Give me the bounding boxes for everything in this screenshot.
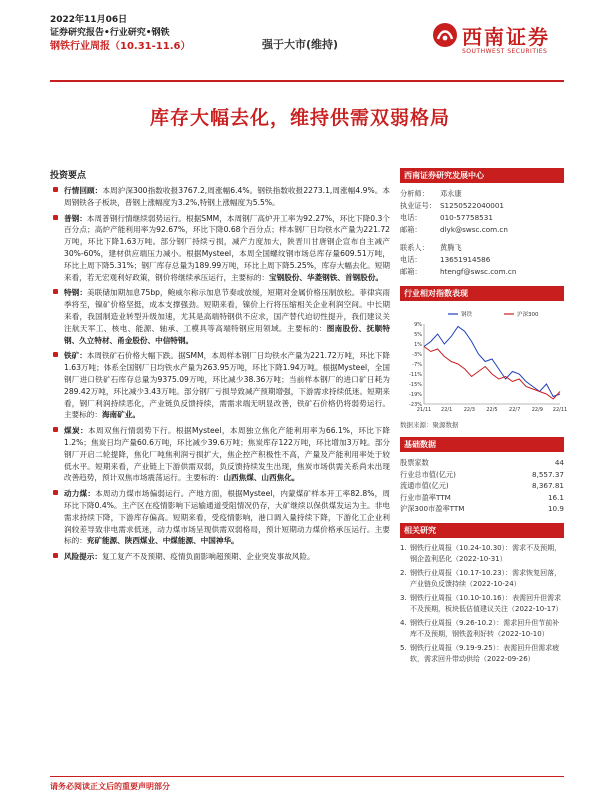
bullet-text: 本周普钢行情继续弱势运行。根据SMM，本周钢厂高炉开工率为92.27%，环比下降0.3个百分点；高炉产能利用率为92.67%，环比下降0.68个百分点；样本钢厂日均铁水产量为221.72万吨，环比下降1.63万吨。部分钢厂持续亏损，减产力度加大，陕晋川甘唐钢企宣布自主减产30%-60%，建材供应端压力减小。根据Mysteel，本周全国螺纹钢市场总库存量609.51万吨，环比上周下降5.31%；钢厂库存总量为189.99万吨，环比上周下降5.25%，库存大幅去化。短期来看，若无宏观利好政策，钢价将继续承压运行，主要标的：	[64, 213, 391, 282]
bullet-text: 本周铁矿石价格大幅下跌。据SMM，本周样本钢厂日均铁水产量为221.72万吨，环比下降1.63万吨；体系全国钢厂日均铁水产量为263.95万吨，环比下降1.94万吨。根据Mysteel，全国钢厂进口铁矿石库存总量为9375.09万吨，环比减少38.36万吨；当前样本钢厂的进口矿日耗为289.42万吨，环比减少3.43万吨。部分钢厂亏损导致减产预期增强，下游需求持续低迷。短期来看，钢厂利润持续恶化，产业链负反馈持续，需需求端无明显改善，铁矿石价格仍将弱势运行。主要标的：	[64, 351, 390, 420]
bullet-marker	[53, 215, 58, 220]
report-text: 钢铁行业周报（10.24-10.30）：需求不及预期，钢企盈利恶化（2022-10-31）	[410, 543, 562, 563]
team-key: 电话：	[400, 255, 422, 264]
relative-index-chart	[400, 306, 568, 418]
indicator-key: 行业市盈率TTM	[400, 492, 451, 502]
bullet-marker	[53, 187, 58, 192]
x-tick-label: 22/1	[441, 407, 453, 413]
team-value: dlyk@swsc.com.cn	[440, 225, 508, 234]
report-number: 1.	[400, 543, 407, 552]
x-tick-label: 22/3	[463, 407, 475, 413]
team-value: S1250522040001	[440, 201, 505, 210]
related-report-item	[400, 643, 564, 665]
bullet-marker	[53, 352, 58, 357]
bullet-item	[50, 213, 390, 284]
related-report-item	[400, 543, 564, 565]
report-weekly-title: 钢铁行业周报（10.31-11.6）	[50, 41, 191, 52]
y-tick-label: -19%	[409, 392, 422, 398]
bullet-text: 本周动力煤市场偏弱运行。产地方面，根据Mysteel，内蒙煤矿样本开工率82.8%，周环比下降0.4%。主产区在疫情影响下运输通道受阻情况仍存，大矿继续以保供煤发运为主。非电需求持续下降，下游库存偏高。短期来看，受疫情影响，港口调入量持续下降，下游化工企业利润较差导致非电需求低迷，动力煤市场呈现供需双弱格局，预计短期动力煤价格承压运行。主要标的：	[64, 489, 391, 546]
report-meta	[50, 14, 190, 53]
chart-svg	[400, 306, 568, 418]
team-row	[400, 254, 564, 266]
logo-en: SOUTHWEST SECURITIES	[462, 48, 548, 55]
y-tick-label: 1%	[414, 342, 422, 348]
bullet-marker	[53, 289, 58, 294]
indicator-row	[400, 457, 564, 469]
y-tick-label: 9%	[414, 322, 422, 328]
team-key: 邮箱：	[400, 267, 422, 276]
bullet-marker	[53, 427, 58, 432]
main-column	[50, 168, 390, 567]
indicator-row	[400, 503, 564, 515]
legend-label: 钢铁	[461, 312, 473, 318]
bullet-label: 风险提示：	[64, 552, 102, 562]
reports-heading: 相关研究	[400, 523, 564, 538]
team-row	[400, 242, 564, 254]
report-type: 证券研究报告•行业研究•钢铁	[50, 28, 170, 38]
bullet-item	[50, 488, 390, 547]
indicator-row	[400, 480, 564, 492]
x-tick-label: 21/11	[416, 407, 432, 413]
bullet-marker	[53, 553, 58, 558]
bullet-stocks: 图南股份、抚顺特钢、久立特材、甬金股份、中信特钢。	[64, 323, 391, 345]
bullet-label: 动力煤：	[64, 489, 96, 499]
report-date: 2022年11月06日	[50, 15, 128, 25]
x-tick-label: 22/7	[509, 407, 521, 413]
indicator-key: 股票家数	[400, 458, 429, 467]
indicator-table	[400, 457, 564, 515]
bullet-item	[50, 350, 390, 421]
bullet-label: 煤炭：	[64, 426, 89, 436]
series-line-1	[424, 347, 560, 400]
y-tick-label: -23%	[409, 402, 422, 408]
bullet-text: 本周双焦行情弱势下行。根据Mysteel，本周独立焦化产能利用率为66.1%，环比下降1.2%；焦炭日均产量60.6万吨，环比减少39.6万吨；焦炭库存122万吨，环比增加3万吨。部分钢厂开启二轮提降，焦化厂吨焦利润亏损扩大，焦企控产积极性不高，产量及产能利用率处于较低水平。短期来看，产业链上下游供需双弱，负反馈持续发生出现，焦炭市场供需关系尚未出现改善趋势，预计双焦市场震荡运行。主要标的：	[64, 426, 391, 483]
team-row	[400, 188, 564, 200]
bullet-stocks: 兖矿能源、陕西煤业、中煤能源、中国神华。	[86, 536, 239, 546]
bullet-item	[50, 185, 390, 209]
related-reports	[400, 543, 564, 665]
report-title: 库存大幅去化，维持供需双弱格局	[149, 107, 450, 129]
indicator-heading: 基础数据	[400, 437, 564, 452]
y-tick-label: -11%	[409, 372, 422, 378]
indicator-row	[400, 469, 564, 481]
chart-heading: 行业相对指数表现	[400, 286, 564, 301]
team-value: htengf@swsc.com.cn	[440, 267, 517, 276]
y-tick-label: -7%	[412, 362, 422, 368]
chart-source: 数据来源：聚源数据	[400, 421, 459, 429]
indicator-value: 44	[554, 458, 564, 467]
team-key: 电话：	[400, 213, 422, 222]
logo-emblem-icon	[432, 22, 458, 48]
legend-label: 沪深300	[517, 312, 539, 318]
report-text: 钢铁行业周报（10.10-10.16）：表需回升但需求不及预期，板块低估值建议关注（2022-10-17）	[410, 593, 563, 613]
logo-name: 西南证券	[462, 25, 550, 49]
bullet-stocks: 宝钢股份、华菱钢铁、首钢股份。	[269, 272, 383, 282]
team-key: 联系人：	[400, 243, 429, 252]
section-heading: 投资要点	[50, 171, 87, 181]
team-row	[400, 266, 564, 278]
indicator-key: 流通市值(亿元)	[400, 481, 449, 491]
x-tick-label: 22/5	[486, 407, 498, 413]
bullet-label: 特钢：	[64, 288, 88, 298]
indicator-value: 16.1	[547, 492, 564, 502]
bullet-text: 美联储加期加息75bp，鲍威尔称示加息节奏或放缓，短期对金属价格压制放松。菲律宾雨季将至，镍矿价格坚挺，成本支撑强劲。短期来看，镍价上行将压缩相关企业利润空间。中长期来看，我国制造业转型升级加速，尤其是高端特钢供不应求，国产替代迫切性提升，我们建议关注航天军工、核电、能源、轴承、工模具等高端特钢应用领域。主要标的：	[64, 288, 391, 333]
indicator-row	[400, 492, 564, 504]
related-report-item	[400, 568, 564, 590]
report-number: 2.	[400, 568, 407, 577]
team-row	[400, 224, 564, 236]
bullet-item	[50, 551, 390, 563]
report-text: 钢铁行业周报（9.19-9.25）：表需回升但需求疲软，需求回升带动供给（2022-09-26）	[410, 643, 560, 663]
y-tick-label: 5%	[414, 332, 422, 338]
team-value: 邓永康	[440, 189, 462, 198]
related-report-item	[400, 618, 564, 640]
bullet-item	[50, 425, 390, 484]
bullet-item	[50, 287, 390, 346]
indicator-key: 行业总市值(亿元)	[400, 469, 456, 479]
company-logo	[432, 18, 564, 66]
report-number: 4.	[400, 618, 407, 627]
indicator-value: 8,557.37	[531, 469, 564, 479]
report-number: 3.	[400, 593, 407, 602]
y-tick-label: -3%	[412, 352, 422, 358]
team-key: 邮箱：	[400, 225, 422, 234]
team-value: 黄腾飞	[440, 243, 462, 252]
x-tick-label: 22/9	[531, 407, 543, 413]
header-divider	[50, 80, 564, 82]
bullet-label: 普钢：	[64, 213, 87, 223]
report-text: 钢铁行业周报（9.26-10.2）：需求回升但节前补库不及预期，钢铁盈利好转（2022-10-10）	[410, 618, 560, 638]
indicator-value: 10.9	[547, 504, 564, 514]
sidebar	[400, 168, 568, 668]
bullet-stocks: 山西焦煤、山西焦化。	[223, 473, 300, 483]
bullet-text: 本周沪深300指数收报3767.2,周涨幅6.4%。钢铁指数收报2273.1,周涨幅4.9%。本周钢铁各子板块，普钢上涨幅度为3.2%,特钢上涨幅度为5.5%。	[64, 186, 391, 207]
report-text: 钢铁行业周报（10.17-10.23）：需求恢复回落，产业链负反馈持续（2022-10-24）	[410, 568, 562, 588]
footer-disclaimer: 请务必阅读正文后的重要声明部分	[50, 782, 170, 791]
bullet-stocks: 海南矿业。	[101, 410, 140, 420]
team-key: 分析师：	[400, 189, 429, 198]
team-value: 13651914586	[440, 255, 491, 264]
indicator-key: 沪深300市盈率TTM	[400, 504, 465, 514]
team-heading: 西南证券研究发展中心	[400, 168, 564, 183]
team-row	[400, 212, 564, 224]
series-line-0	[424, 327, 560, 397]
team-key: 执业证号：	[400, 201, 436, 210]
team-row	[400, 200, 564, 212]
x-tick-label: 22/11	[552, 407, 568, 413]
footer-divider	[50, 776, 564, 777]
rating: 强于大市(维持)	[262, 38, 339, 51]
team-value: 010-57758531	[440, 213, 493, 222]
bullet-marker	[53, 490, 58, 495]
bullet-label: 行情回顾：	[64, 186, 103, 195]
bullet-label: 铁矿：	[64, 351, 87, 361]
bullet-text: 复工复产不及预期、疫情负面影响超预期、企业突发事故风险。	[101, 552, 315, 562]
indicator-value: 8,367.81	[531, 481, 564, 491]
team-list	[400, 188, 564, 278]
related-report-item	[400, 593, 564, 615]
report-number: 5.	[400, 643, 407, 652]
bullet-list	[50, 185, 390, 563]
y-tick-label: -15%	[409, 382, 422, 388]
